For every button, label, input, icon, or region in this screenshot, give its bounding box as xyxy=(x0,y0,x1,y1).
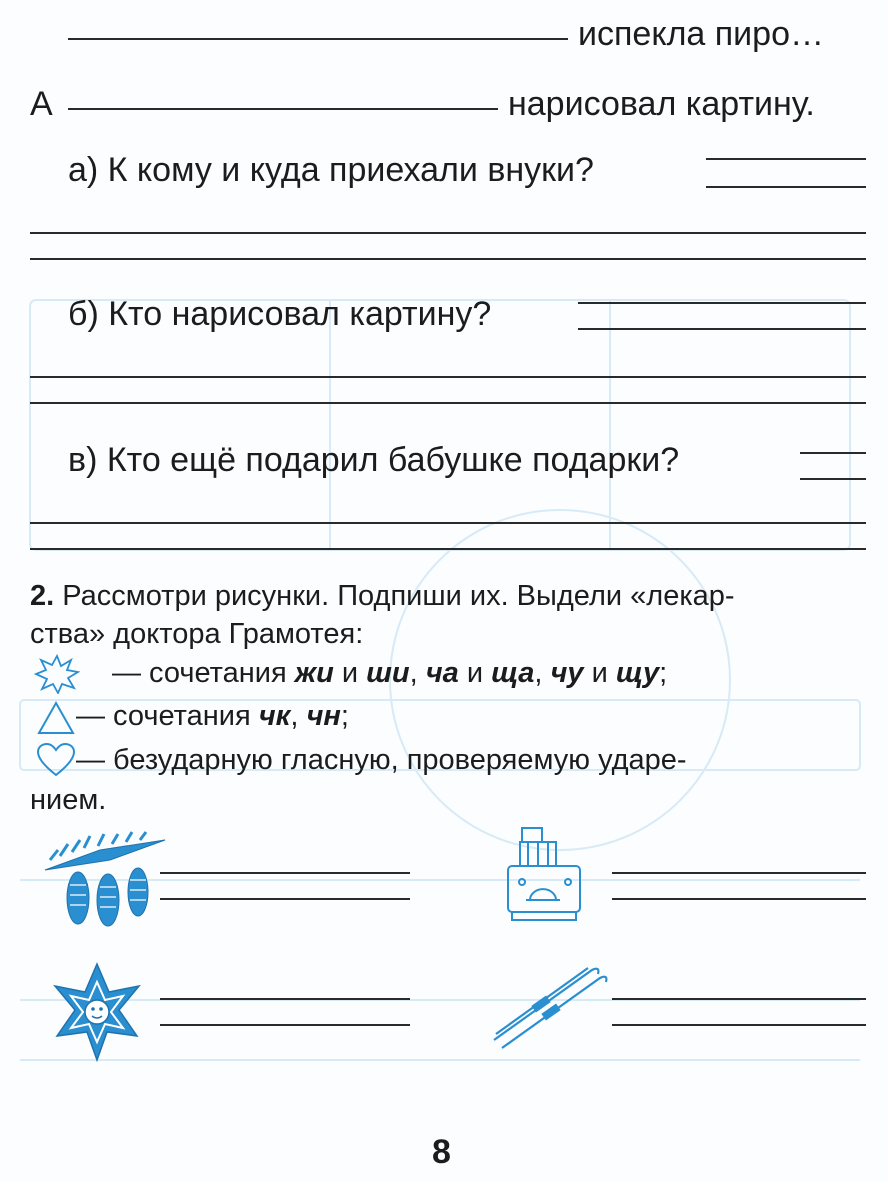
task2-intro-line2: ства» доктора Грамотея: xyxy=(30,618,364,650)
answer-line[interactable] xyxy=(612,872,866,874)
answer-line[interactable] xyxy=(30,522,866,524)
answer-line[interactable] xyxy=(68,38,568,40)
task-number: 2. xyxy=(30,580,55,612)
semi-2: ; xyxy=(340,700,349,732)
shi: ши xyxy=(366,657,410,689)
zhi: жи xyxy=(294,657,334,689)
question-c: в) Кто ещё подарил бабушке подарки? xyxy=(68,441,680,479)
answer-line[interactable] xyxy=(706,186,866,188)
answer-line[interactable] xyxy=(578,302,866,304)
comma-3: , xyxy=(290,700,307,732)
answer-line[interactable] xyxy=(30,548,866,550)
task2-intro-line1 xyxy=(30,578,735,614)
triangle-line xyxy=(76,698,349,734)
answer-line[interactable] xyxy=(30,376,866,378)
triangle-icon xyxy=(36,700,76,736)
question-a: а) К кому и куда приехали внуки? xyxy=(68,151,594,189)
star-line xyxy=(112,655,667,691)
snowflake-icon xyxy=(42,962,152,1062)
page-number: 8 xyxy=(432,1133,451,1171)
skis-icon xyxy=(488,962,608,1052)
answer-line[interactable] xyxy=(800,452,866,454)
answer-line[interactable] xyxy=(30,258,866,260)
answer-line[interactable] xyxy=(578,328,866,330)
chn: чн xyxy=(306,700,341,732)
star-lead: — сочетания xyxy=(112,657,295,689)
and-1: и xyxy=(333,657,367,689)
question-b: б) Кто нарисовал картину? xyxy=(68,295,492,333)
answer-line[interactable] xyxy=(160,872,410,874)
chu: чу xyxy=(550,657,584,689)
task2-intro-text: Рассмотри рисунки. Подпиши их. Выдели «лекар- xyxy=(54,580,735,612)
answer-line[interactable] xyxy=(612,1024,866,1026)
shcha: ща xyxy=(491,657,535,689)
and-3: и xyxy=(583,657,616,689)
heart-icon xyxy=(36,742,76,778)
answer-line[interactable] xyxy=(612,998,866,1000)
answer-line[interactable] xyxy=(160,998,410,1000)
semi-1: ; xyxy=(659,657,668,689)
heart-line1: — безударную гласную, проверяемую ударе- xyxy=(76,744,687,776)
comma-2: , xyxy=(534,657,551,689)
sparkle-burst-icon xyxy=(34,654,80,694)
answer-line[interactable] xyxy=(160,1024,410,1026)
heart-line2: нием. xyxy=(30,784,107,816)
spruce-cones-icon xyxy=(40,830,170,930)
answer-line[interactable] xyxy=(30,402,866,404)
comma-1: , xyxy=(409,657,426,689)
shchu: щу xyxy=(615,657,660,689)
line1-text: испекла пиро… xyxy=(578,15,824,53)
answer-line[interactable] xyxy=(612,898,866,900)
and-2: и xyxy=(458,657,492,689)
chk: чк xyxy=(258,700,291,732)
tri-lead: — сочетания xyxy=(76,700,259,732)
answer-line[interactable] xyxy=(706,158,866,160)
line2-text: нарисовал картину. xyxy=(508,85,815,123)
locomotive-icon xyxy=(498,822,598,932)
answer-line[interactable] xyxy=(800,478,866,480)
line2-prefix: А xyxy=(30,85,53,123)
answer-line[interactable] xyxy=(68,108,498,110)
answer-line[interactable] xyxy=(160,898,410,900)
cha: ча xyxy=(425,657,459,689)
answer-line[interactable] xyxy=(30,232,866,234)
